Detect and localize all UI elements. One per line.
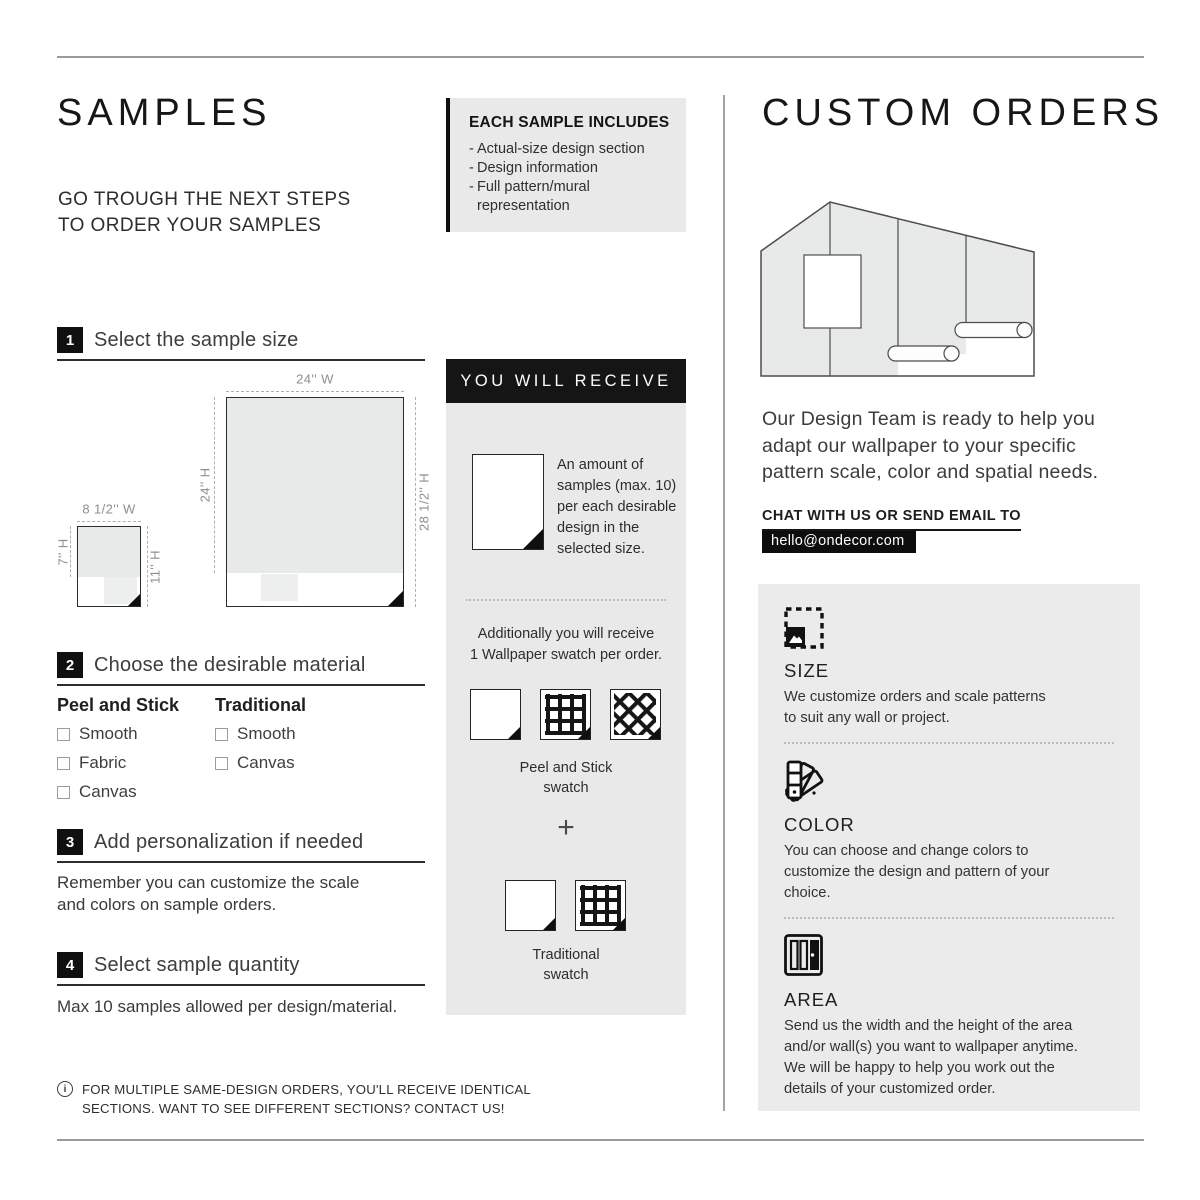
email-link[interactable]: hello@ondecor.com (762, 531, 916, 553)
footnote-line: FOR MULTIPLE SAME-DESIGN ORDERS, YOU'LL RECEIVE IDENTICAL (82, 1082, 531, 1097)
customization-info-card (758, 584, 1140, 1111)
peel-and-stick-column (57, 695, 179, 811)
checkbox-icon[interactable] (57, 728, 70, 741)
large-sample-inner-swatch (261, 574, 298, 601)
sample-size-diagram (55, 370, 432, 622)
checkbox-icon[interactable] (57, 786, 70, 799)
text-line: per each desirable (557, 499, 677, 515)
area-wall-panels-icon (784, 934, 1114, 980)
house-wallpaper-illustration (760, 200, 1040, 380)
bottom-rule (57, 1139, 1144, 1141)
large-sample-sheet[interactable] (226, 397, 404, 607)
step-2-number: 2 (57, 652, 83, 678)
label-line: Traditional (532, 947, 600, 963)
step-1-number: 1 (57, 327, 83, 353)
blank-swatch-icon (470, 689, 521, 740)
bullet-dash: - (469, 160, 474, 176)
intro-line: TO ORDER YOUR SAMPLES (58, 215, 322, 236)
large-left-height-label: 24'' H (197, 467, 213, 503)
includes-item (469, 140, 672, 159)
column-divider (723, 95, 725, 1111)
dotted-divider (784, 742, 1114, 744)
step-4-number: 4 (57, 952, 83, 978)
samples-title: SAMPLES (57, 92, 272, 134)
samples-amount-text (557, 455, 676, 560)
area-body-line: and/or wall(s) you want to wallpaper anytime. (784, 1039, 1078, 1055)
intro-line: pattern scale, color and spatial needs. (762, 461, 1099, 483)
corner-fold-icon (543, 918, 555, 930)
you-will-receive-header: YOU WILL RECEIVE (446, 359, 686, 403)
large-sample-design-area (227, 398, 403, 573)
bullet-dash: - (469, 179, 474, 195)
blank-swatch-icon (505, 880, 556, 931)
option-label: Smooth (79, 724, 138, 743)
option-traditional-smooth[interactable] (215, 724, 306, 744)
checkbox-icon[interactable] (215, 757, 228, 770)
step-2-header (57, 652, 425, 686)
size-body-line: We customize orders and scale patterns (784, 689, 1046, 705)
includes-item-text: Actual-size design section (477, 141, 645, 157)
top-rule (57, 56, 1144, 58)
label-line: swatch (543, 967, 589, 983)
size-body-line: to suit any wall or project. (784, 710, 950, 726)
text-line: 1 Wallpaper swatch per order. (469, 647, 663, 663)
label-line: Peel and Stick (519, 760, 613, 776)
checkbox-icon[interactable] (215, 728, 228, 741)
intro-line: GO TROUGH THE NEXT STEPS (58, 189, 351, 210)
step-3-title: Add personalization if needed (94, 830, 364, 853)
color-body-line: choice. (784, 885, 831, 901)
small-width-dash (77, 521, 141, 522)
checkbox-icon[interactable] (57, 757, 70, 770)
small-right-height-label: 11'' H (147, 550, 163, 584)
large-right-height-label: 28 1/2'' H (416, 472, 432, 532)
color-swatch-fan-icon (784, 759, 1114, 805)
each-sample-includes-box (446, 98, 686, 232)
bullet-dash: - (469, 141, 474, 157)
peel-and-stick-title: Peel and Stick (57, 695, 180, 715)
text-line: samples (max. 10) (557, 478, 677, 494)
step-2-title: Choose the desirable material (94, 653, 366, 676)
includes-item-text: Design information (477, 160, 598, 176)
grid-pattern-swatch-icon (575, 880, 626, 931)
small-width-label: 8 1/2'' W (82, 501, 136, 517)
large-width-label: 24'' W (296, 371, 334, 387)
label-line: swatch (543, 780, 589, 796)
text-line: Additionally you will receive (477, 626, 655, 642)
area-body-line: Send us the width and the height of the area (784, 1018, 1073, 1034)
peel-and-stick-swatch-label (446, 758, 686, 798)
step-1-header (57, 327, 425, 361)
traditional-column (215, 695, 306, 782)
step-4-body: Max 10 samples allowed per design/material. (57, 997, 398, 1016)
intro-line: adapt our wallpaper to your specific (762, 434, 1076, 457)
dotted-divider (784, 917, 1114, 919)
includes-item (469, 159, 672, 178)
traditional-swatches (505, 880, 626, 931)
text-line: An amount of (557, 457, 644, 473)
large-sample-corner-fold-icon (388, 591, 403, 606)
corner-fold-icon (523, 529, 543, 549)
option-label: Smooth (237, 724, 296, 743)
option-label: Canvas (237, 753, 295, 772)
large-left-dash (214, 397, 215, 573)
color-body-line: You can choose and change colors to (784, 843, 1029, 859)
includes-item (469, 178, 672, 216)
size-crop-icon (784, 605, 1114, 651)
you-will-receive-panel (446, 403, 686, 1015)
option-peel-smooth[interactable] (57, 724, 179, 744)
step-3-number: 3 (57, 829, 83, 855)
small-sample-sheet[interactable] (77, 526, 141, 607)
area-body-line: We will be happy to help you work out the (784, 1060, 1055, 1076)
additional-swatch-text (446, 624, 686, 666)
traditional-title: Traditional (215, 695, 307, 715)
small-left-height-label: 7'' H (55, 538, 71, 566)
peel-and-stick-swatches (470, 689, 661, 740)
step-3-body (57, 872, 359, 916)
includes-title: EACH SAMPLE INCLUDES (469, 114, 670, 131)
area-title: AREA (784, 989, 839, 1010)
step-4-header (57, 952, 425, 986)
intro-line: Our Design Team is ready to help you (762, 408, 1096, 430)
grid-pattern-swatch-icon (540, 689, 591, 740)
small-sample-design-area (78, 527, 140, 577)
text-line: selected size. (557, 541, 645, 557)
large-width-dash (226, 391, 404, 392)
step-1-title: Select the sample size (94, 328, 299, 351)
color-body-line: customize the design and pattern of your (784, 864, 1050, 880)
option-peel-canvas[interactable] (57, 782, 179, 802)
step-4-title: Select sample quantity (94, 953, 300, 976)
text-line: design in the (557, 520, 640, 536)
footnote (57, 1080, 531, 1118)
traditional-swatch-label (446, 945, 686, 985)
body-line: Remember you can customize the scale (57, 873, 360, 892)
chat-with-us-label: CHAT WITH US OR SEND EMAIL TO (762, 508, 1021, 531)
body-line: and colors on sample orders. (57, 895, 277, 914)
size-title: SIZE (784, 660, 830, 681)
option-label: Canvas (79, 782, 137, 801)
option-traditional-canvas[interactable] (215, 753, 306, 773)
includes-item-text: Full pattern/mural representation (477, 179, 590, 214)
design-team-intro (762, 406, 1098, 486)
corner-fold-icon (508, 727, 520, 739)
info-icon: i (57, 1081, 73, 1097)
footnote-text (82, 1080, 531, 1118)
plus-sign: + (557, 811, 575, 844)
step-3-header (57, 829, 425, 863)
option-peel-fabric[interactable] (57, 753, 179, 773)
option-label: Fabric (79, 753, 127, 772)
custom-orders-title: CUSTOM ORDERS (762, 92, 1165, 134)
crosshatch-pattern-swatch-icon (610, 689, 661, 740)
color-title: COLOR (784, 814, 855, 835)
sample-sheet-icon (472, 454, 544, 550)
footnote-line: SECTIONS. WANT TO SEE DIFFERENT SECTIONS? CONTACT US! (82, 1101, 505, 1116)
small-sample-inner-swatch (104, 577, 137, 604)
dotted-divider (466, 599, 666, 601)
area-body-line: details of your customized order. (784, 1081, 996, 1097)
samples-intro (58, 187, 351, 239)
